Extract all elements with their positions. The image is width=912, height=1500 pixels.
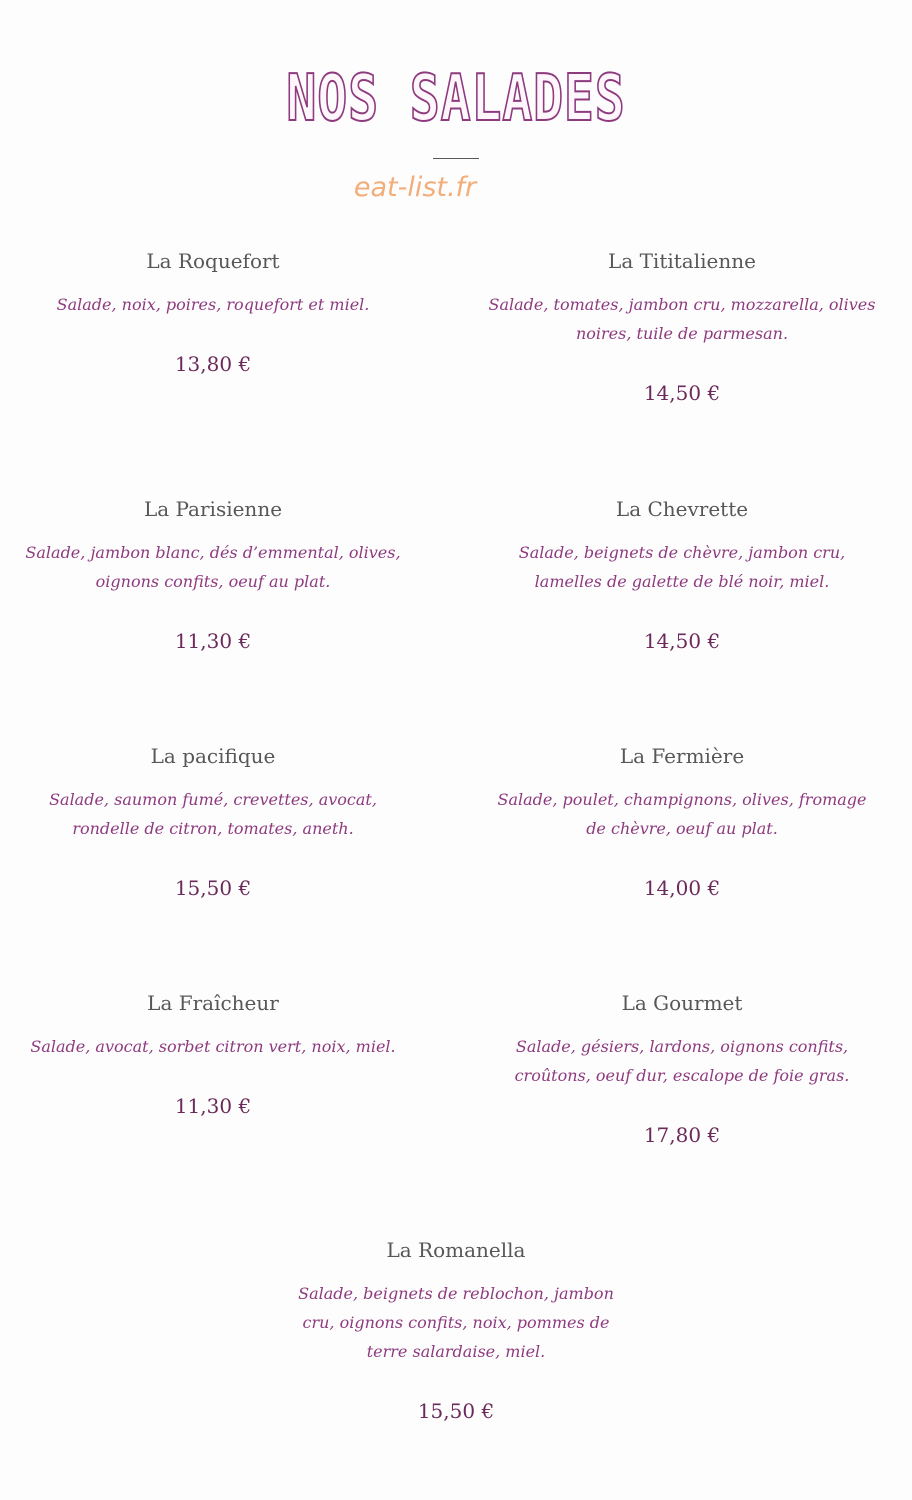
menu-item-pacifique: [18, 741, 408, 903]
menu-item-parisienne: [18, 494, 408, 656]
item-price: 11,30 €: [174, 629, 252, 653]
item-name: La pacifique: [150, 744, 276, 768]
item-description: Salade, noix, poires, roquefort et miel.: [56, 295, 370, 314]
item-name: La Roquefort: [146, 249, 280, 273]
menu-item-roquefort: [18, 246, 408, 379]
item-name: La Fermière: [619, 744, 745, 768]
item-description: Salade, poulet, champignons, olives, fromage de chèvre, oeuf au plat.: [497, 790, 867, 838]
item-description: Salade, tomates, jambon cru, mozzarella, olives noires, tuile de parmesan.: [488, 295, 876, 343]
page-title: NOS SALADES: [286, 61, 626, 136]
item-price: 15,50 €: [417, 1399, 495, 1423]
item-price: 17,80 €: [643, 1123, 721, 1147]
item-name: La Romanella: [386, 1238, 526, 1262]
menu-item-romanella: [261, 1235, 651, 1426]
item-price: 14,00 €: [643, 876, 721, 900]
item-description: Salade, avocat, sorbet citron vert, noix, miel.: [30, 1037, 396, 1056]
item-description: Salade, jambon blanc, dés d’emmental, olives, oignons confits, oeuf au plat.: [25, 543, 401, 591]
item-name: La Gourmet: [621, 991, 743, 1015]
item-name: La Parisienne: [143, 497, 283, 521]
item-description: Salade, beignets de reblochon, jambon cru, oignons confits, noix, pommes de terre salardaise, miel.: [298, 1284, 614, 1361]
item-price: 14,50 €: [643, 381, 721, 405]
menu-item-fraicheur: [18, 988, 408, 1121]
item-name: La Fraîcheur: [147, 991, 279, 1015]
item-description: Salade, gésiers, lardons, oignons confits, croûtons, oeuf dur, escalope de foie gras.: [514, 1037, 850, 1085]
item-name: La Tititalienne: [608, 249, 756, 273]
title-divider: [433, 158, 479, 159]
menu-item-gourmet: [487, 988, 877, 1150]
menu-item-tititalienne: [487, 246, 877, 408]
menu-item-fermiere: [487, 741, 877, 903]
item-price: 15,50 €: [174, 876, 252, 900]
item-price: 13,80 €: [174, 352, 252, 376]
item-description: Salade, saumon fumé, crevettes, avocat, rondelle de citron, tomates, aneth.: [49, 790, 377, 838]
item-name: La Chevrette: [615, 497, 749, 521]
menu-item-chevrette: [487, 494, 877, 656]
watermark-text: eat-list.fr: [353, 172, 477, 203]
item-price: 14,50 €: [643, 629, 721, 653]
item-price: 11,30 €: [174, 1094, 252, 1118]
item-description: Salade, beignets de chèvre, jambon cru, lamelles de galette de blé noir, miel.: [518, 543, 846, 591]
